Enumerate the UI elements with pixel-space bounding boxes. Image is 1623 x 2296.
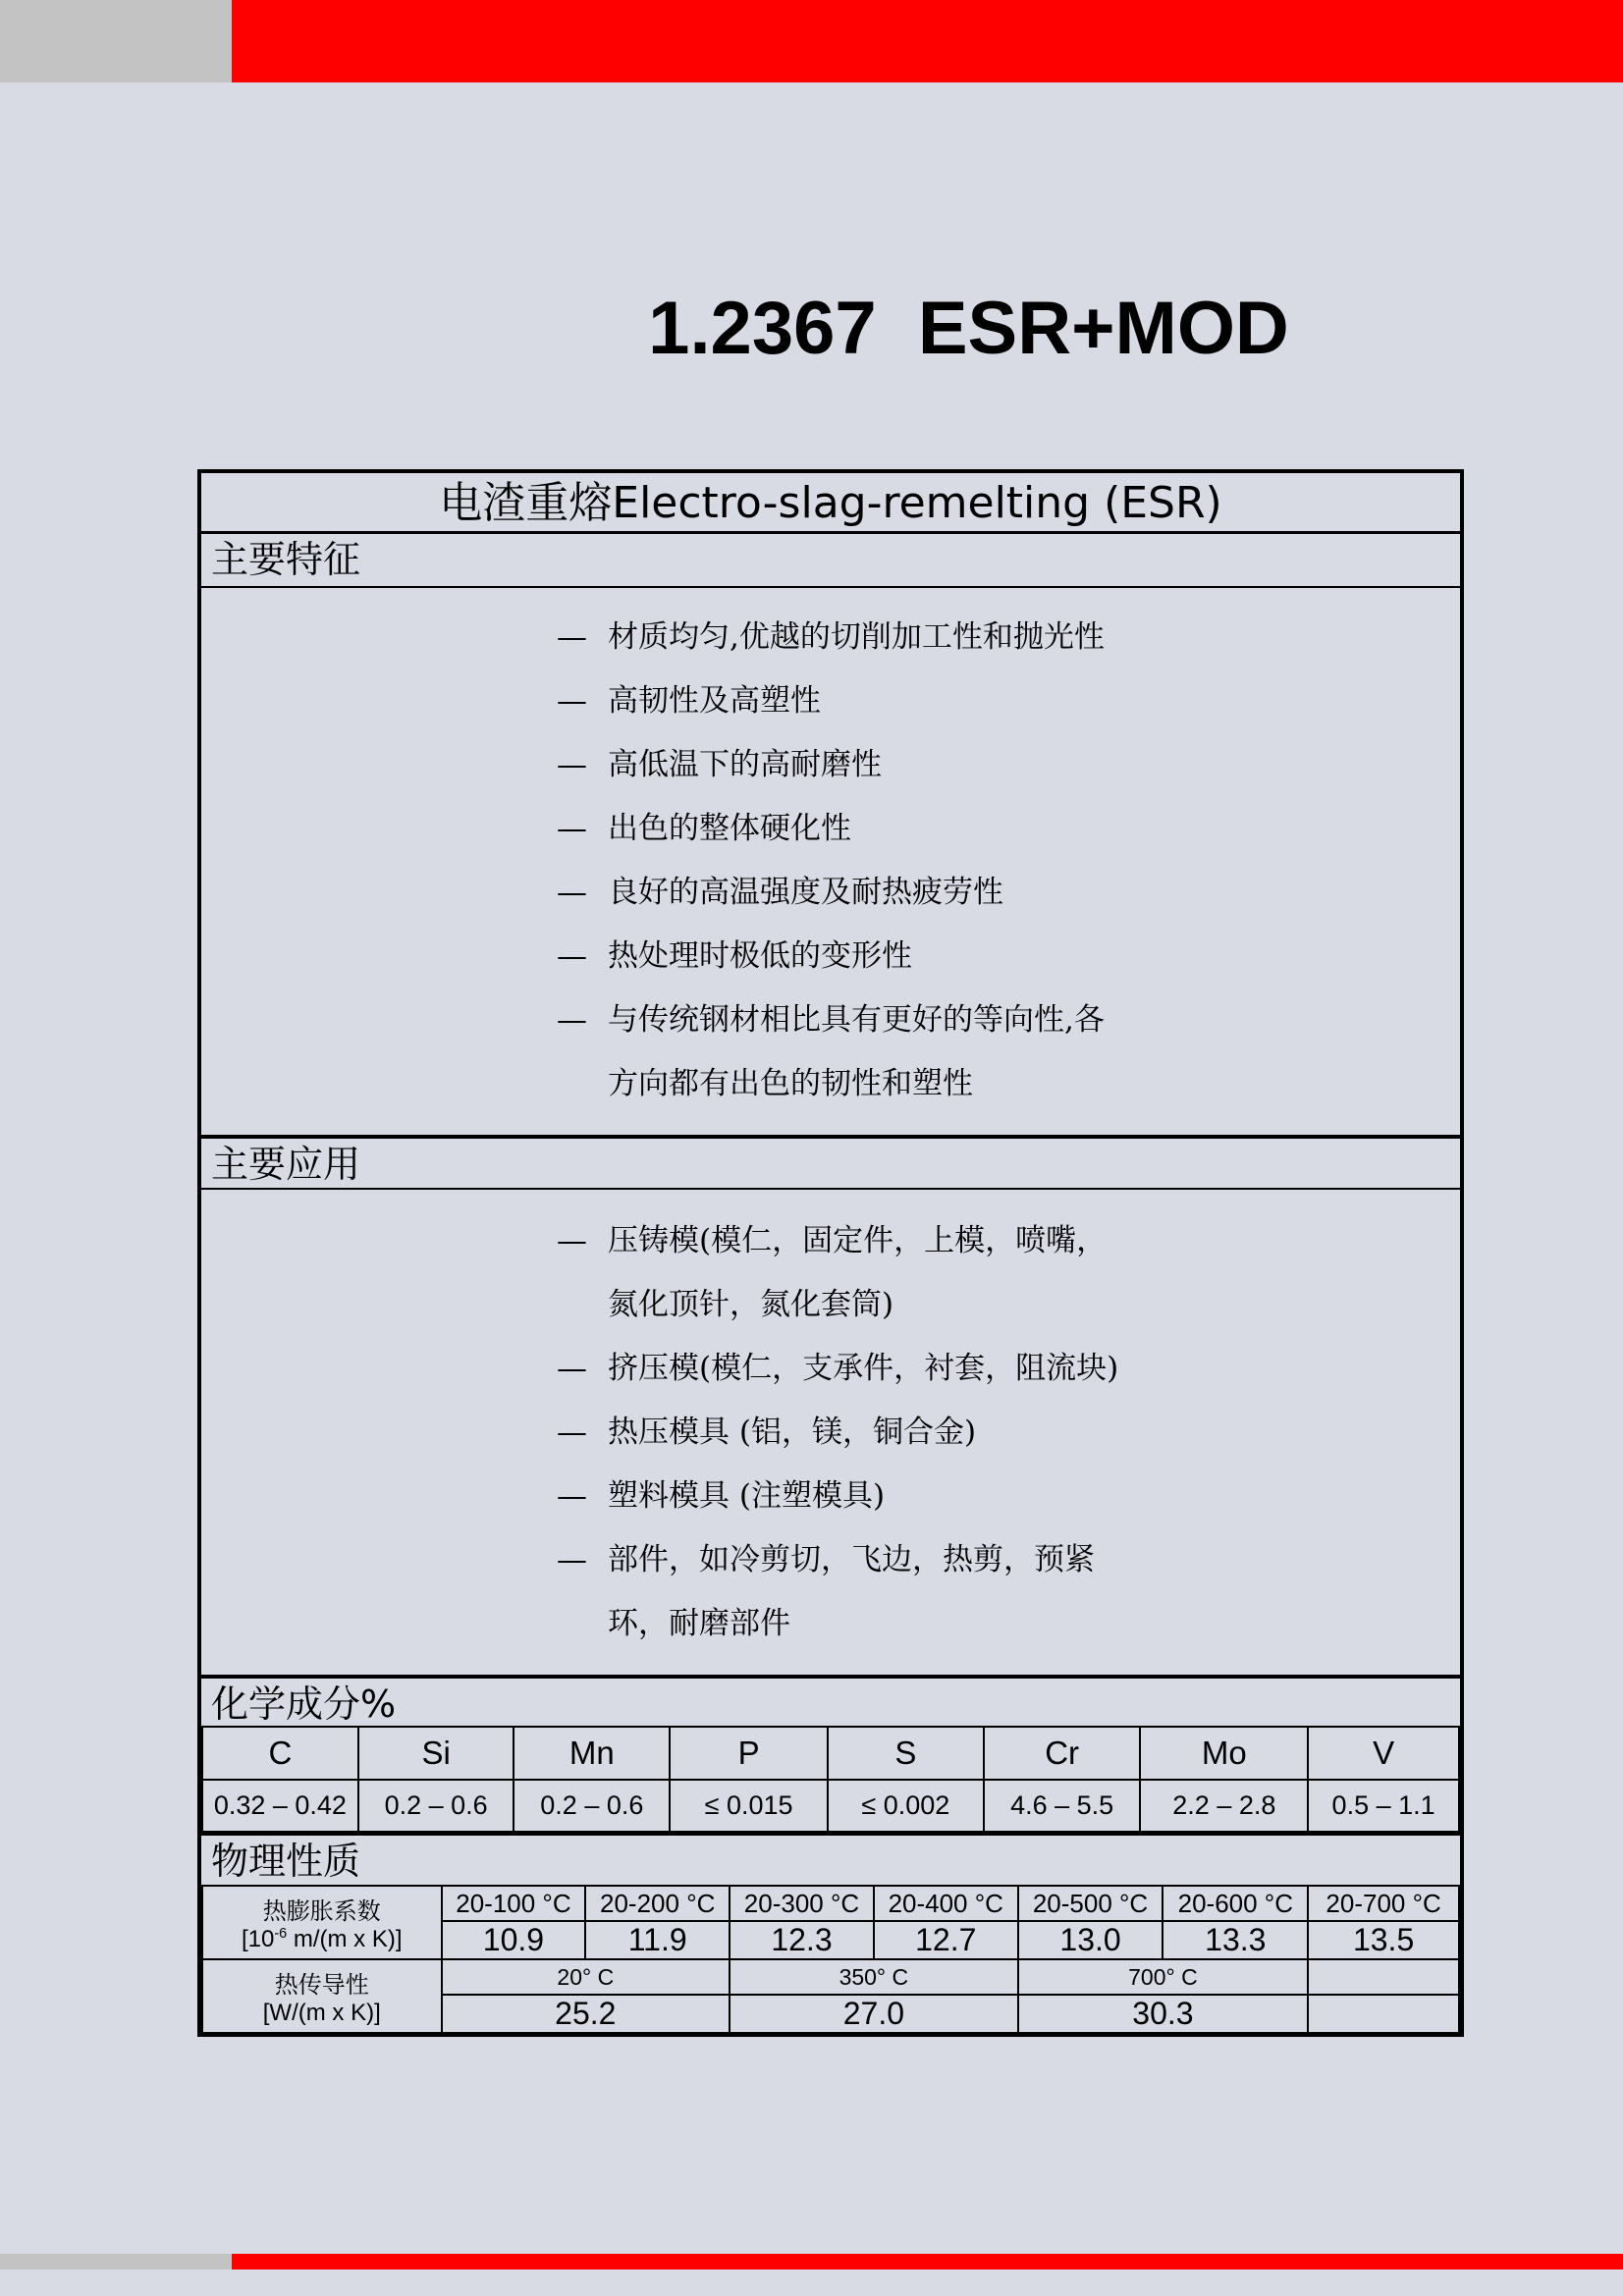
element-value-cell: 0.2 – 0.6 (514, 1780, 670, 1832)
esr-header: 电渣重熔Electro-slag-remelting (ESR) (439, 478, 1222, 528)
element-value-cell: 0.32 – 0.42 (202, 1780, 358, 1832)
applications-item-text: 压铸模(模仁，固定件，上模，喷嘴， (608, 1223, 1108, 1258)
element-value-cell: ≤ 0.015 (670, 1780, 828, 1832)
expansion-value-cell: 12.3 (730, 1921, 874, 1959)
features-item-text: 方向都有出色的韧性和塑性 (608, 1066, 973, 1101)
applications-item-text: 挤压模(模仁，支承件，衬套，阻流块) (608, 1351, 1119, 1386)
features-list (557, 606, 1105, 1116)
applications-item (557, 1465, 1118, 1528)
features-item (557, 861, 1105, 925)
bullet-dash: — (557, 1415, 587, 1450)
applications-item-text: 塑料模具 (注塑模具) (608, 1478, 886, 1514)
chemistry-element-row (202, 1727, 1459, 1780)
temperature-range-cell: 20-400 °C (874, 1886, 1018, 1921)
bullet-dash: — (557, 1478, 587, 1514)
applications-item-text: 部件，如冷剪切，飞边，热剪，预紧 (608, 1542, 1095, 1577)
bullet-dash: — (557, 1542, 587, 1577)
temperature-range-cell: 20-600 °C (1163, 1886, 1308, 1921)
bullet-dash: — (557, 1223, 587, 1258)
bullet-dash: — (557, 1002, 587, 1038)
expansion-value-cell: 11.9 (585, 1921, 730, 1959)
chemistry-value-row (202, 1780, 1459, 1832)
features-item-text: 高韧性及高塑性 (608, 683, 821, 719)
expansion-unit (203, 1926, 441, 1953)
features-item (557, 988, 1105, 1116)
chemistry-table (201, 1726, 1460, 1833)
temperature-cell: 20° C (442, 1959, 730, 1995)
element-cell: Cr (984, 1727, 1141, 1780)
applications-item (557, 1209, 1118, 1337)
element-cell: Si (358, 1727, 514, 1780)
expansion-value-cell: 12.7 (874, 1921, 1018, 1959)
element-cell: Mn (514, 1727, 670, 1780)
features-item (557, 797, 1105, 861)
features-item (557, 925, 1105, 988)
temperature-range-cell: 20-300 °C (730, 1886, 874, 1921)
applications-item (557, 1528, 1118, 1656)
applications-list (557, 1209, 1118, 1656)
applications-heading: 主要应用 (211, 1143, 361, 1186)
temperature-range-cell: 20-700 °C (1308, 1886, 1459, 1921)
physical-table (201, 1885, 1460, 2034)
temperature-cell: 700° C (1018, 1959, 1309, 1995)
element-value-cell: 4.6 – 5.5 (984, 1780, 1141, 1832)
expansion-unit-prefix: [10 (242, 1926, 275, 1952)
features-heading: 主要特征 (211, 538, 361, 581)
bullet-dash: — (557, 938, 587, 974)
applications-item-text: 热压模具 (铝，镁，铜合金) (608, 1415, 977, 1450)
features-item-text: 材质均匀,优越的切削加工性和抛光性 (608, 619, 1105, 655)
features-item (557, 733, 1105, 797)
temperature-range-cell: 20-100 °C (442, 1886, 586, 1921)
expansion-label: 热膨胀系数 (262, 1897, 381, 1925)
applications-item-text: 氮化顶针，氮化套筒) (608, 1287, 894, 1322)
temperature-cell: 350° C (730, 1959, 1018, 1995)
conductivity-value-cell: 30.3 (1018, 1995, 1309, 2033)
conductivity-label-cell (202, 1959, 442, 2033)
datasheet-table (197, 469, 1464, 2037)
bullet-dash: — (557, 619, 587, 655)
element-cell: P (670, 1727, 828, 1780)
features-item-text: 热处理时极低的变形性 (608, 938, 912, 974)
footer-bar-gray (0, 2254, 232, 2269)
bullet-dash: — (557, 1351, 587, 1386)
applications-item (557, 1401, 1118, 1465)
element-value-cell: 0.2 – 0.6 (358, 1780, 514, 1832)
element-value-cell: 0.5 – 1.1 (1308, 1780, 1459, 1832)
footer-bar-red (232, 2254, 1623, 2269)
conductivity-temp-row (202, 1959, 1459, 1995)
features-item-text: 与传统钢材相比具有更好的等向性,各 (608, 1002, 1105, 1038)
applications-item (557, 1337, 1118, 1401)
header-bar-gray (0, 0, 232, 82)
bullet-dash: — (557, 683, 587, 719)
temperature-range-cell: 20-500 °C (1018, 1886, 1163, 1921)
temperature-range-cell: 20-200 °C (585, 1886, 730, 1921)
features-item-text: 出色的整体硬化性 (608, 811, 851, 846)
element-value-cell: 2.2 – 2.8 (1140, 1780, 1308, 1832)
expansion-value-cell: 13.3 (1163, 1921, 1308, 1959)
expansion-label-cell (202, 1886, 442, 1959)
expansion-value-cell: 10.9 (442, 1921, 586, 1959)
conductivity-unit: [W/(m x K)] (262, 2000, 381, 2026)
empty-cell (1308, 1959, 1459, 1995)
expansion-range-row (202, 1886, 1459, 1921)
features-item-text: 良好的高温强度及耐热疲劳性 (608, 875, 1003, 910)
empty-cell (1308, 1995, 1459, 2033)
document-title: 1.2367 ESR+MOD (648, 287, 1289, 370)
bullet-dash: — (557, 747, 587, 782)
expansion-value-cell: 13.5 (1308, 1921, 1459, 1959)
applications-item-text: 环，耐磨部件 (608, 1606, 790, 1641)
divider (201, 586, 1460, 588)
element-cell: C (202, 1727, 358, 1780)
physical-heading: 物理性质 (211, 1840, 361, 1883)
expansion-value-cell: 13.0 (1018, 1921, 1163, 1959)
element-cell: S (828, 1727, 984, 1780)
expansion-unit-suffix: m/(m x K)] (287, 1926, 403, 1952)
features-item (557, 669, 1105, 733)
divider (201, 1188, 1460, 1190)
header-bar-red (232, 0, 1623, 82)
chemistry-heading: 化学成分% (211, 1682, 397, 1726)
conductivity-value-cell: 27.0 (730, 1995, 1018, 2033)
element-cell: V (1308, 1727, 1459, 1780)
conductivity-label: 热传导性 (274, 1971, 369, 1999)
features-item-text: 高低温下的高耐磨性 (608, 747, 882, 782)
expansion-unit-exponent: -6 (274, 1926, 288, 1942)
element-cell: Mo (1140, 1727, 1308, 1780)
features-item (557, 606, 1105, 669)
bullet-dash: — (557, 811, 587, 846)
bullet-dash: — (557, 875, 587, 910)
conductivity-value-cell: 25.2 (442, 1995, 730, 2033)
element-value-cell: ≤ 0.002 (828, 1780, 984, 1832)
